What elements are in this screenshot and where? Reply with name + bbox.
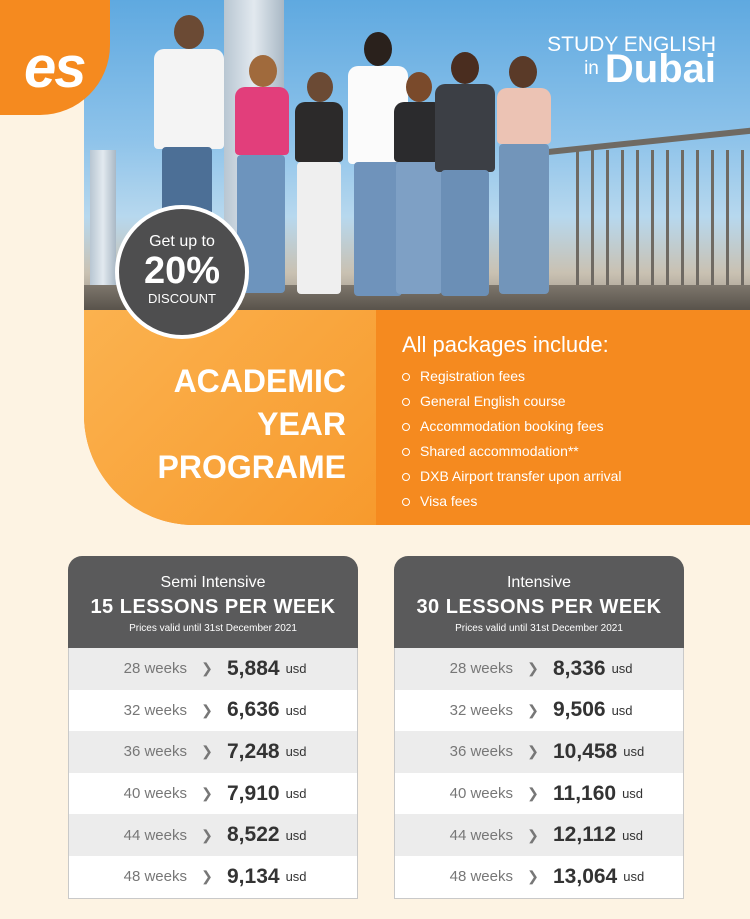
includes-heading: All packages include:: [402, 332, 609, 357]
table-row: 40 weeks ❯ 11,160 usd: [449, 781, 644, 805]
table-row: 44 weeks ❯ 12,112 usd: [395, 814, 683, 856]
table-validity: Prices valid until 31st December 2021: [129, 623, 297, 634]
list-item: DXB Airport transfer upon arrival: [402, 464, 622, 489]
price-table-intensive: [394, 556, 684, 899]
program-title: [100, 360, 346, 489]
chevron-right-icon: ❯: [201, 743, 213, 760]
price-table-semi-intensive: [68, 556, 358, 899]
program-line3: PROGRAME: [157, 449, 346, 485]
chevron-right-icon: ❯: [201, 660, 213, 677]
program-line1: ACADEMIC: [173, 363, 346, 399]
city-name: Dubai: [604, 47, 716, 91]
circle-bullet-icon: [402, 423, 410, 431]
chevron-right-icon: ❯: [527, 701, 539, 718]
discount-badge: [115, 205, 249, 339]
list-item: Registration fees: [402, 364, 622, 389]
table-row: 44 weeks ❯ 8,522 usd: [69, 814, 357, 856]
chevron-right-icon: ❯: [527, 660, 539, 677]
table-subtitle: Intensive: [506, 574, 572, 591]
table-row: 28 weeks ❯ 8,336 usd: [395, 648, 683, 690]
table-title: 15 LESSONS PER WEEK: [90, 596, 336, 618]
includes-list: [402, 332, 622, 514]
table-row: 48 weeks ❯ 9,134 usd: [123, 864, 307, 888]
in-word: in: [584, 58, 599, 79]
table-row: 28 weeks ❯ 5,884 usd: [69, 648, 357, 690]
chevron-right-icon: ❯: [201, 826, 213, 843]
list-item: General English course: [402, 389, 622, 414]
list-item: Visa fees: [402, 489, 622, 514]
table-row: 36 weeks ❯ 10,458 usd: [395, 731, 683, 773]
study-line: STUDY ENGLISH: [547, 33, 716, 56]
list-item: Accommodation booking fees: [402, 414, 622, 439]
chevron-right-icon: ❯: [527, 785, 539, 802]
chevron-right-icon: ❯: [527, 826, 539, 843]
badge-percent: 20%: [143, 250, 221, 292]
circle-bullet-icon: [402, 448, 410, 456]
table-row: 48 weeks ❯ 13,064 usd: [449, 864, 645, 888]
person: [489, 56, 559, 296]
list-item: Shared accommodation**: [402, 439, 622, 464]
chevron-right-icon: ❯: [201, 701, 213, 718]
circle-bullet-icon: [402, 473, 410, 481]
table-title: 30 LESSONS PER WEEK: [416, 596, 662, 618]
railing: [564, 150, 750, 290]
badge-line1: Get up to: [149, 233, 215, 250]
table-header: [68, 556, 358, 648]
table-row: 40 weeks ❯ 7,910 usd: [123, 781, 307, 805]
table-body: [394, 648, 684, 899]
person: [289, 72, 349, 296]
circle-bullet-icon: [402, 498, 410, 506]
table-row: 32 weeks ❯ 9,506 usd: [449, 698, 633, 722]
circle-bullet-icon: [402, 373, 410, 381]
badge-line3: DISCOUNT: [148, 291, 216, 306]
table-row: 36 weeks ❯ 7,248 usd: [69, 731, 357, 773]
chevron-right-icon: ❯: [201, 785, 213, 802]
table-validity: Prices valid until 31st December 2021: [455, 623, 623, 634]
es-logo: es: [24, 35, 85, 100]
chevron-right-icon: ❯: [527, 868, 539, 885]
circle-bullet-icon: [402, 398, 410, 406]
study-english-heading: [547, 33, 716, 91]
table-subtitle: Semi Intensive: [160, 574, 266, 591]
chevron-right-icon: ❯: [201, 868, 213, 885]
table-body: [68, 648, 358, 899]
table-header: [394, 556, 684, 648]
skyscraper: [90, 150, 116, 290]
chevron-right-icon: ❯: [527, 743, 539, 760]
table-row: 32 weeks ❯ 6,636 usd: [123, 698, 307, 722]
program-line2: YEAR: [257, 406, 346, 442]
